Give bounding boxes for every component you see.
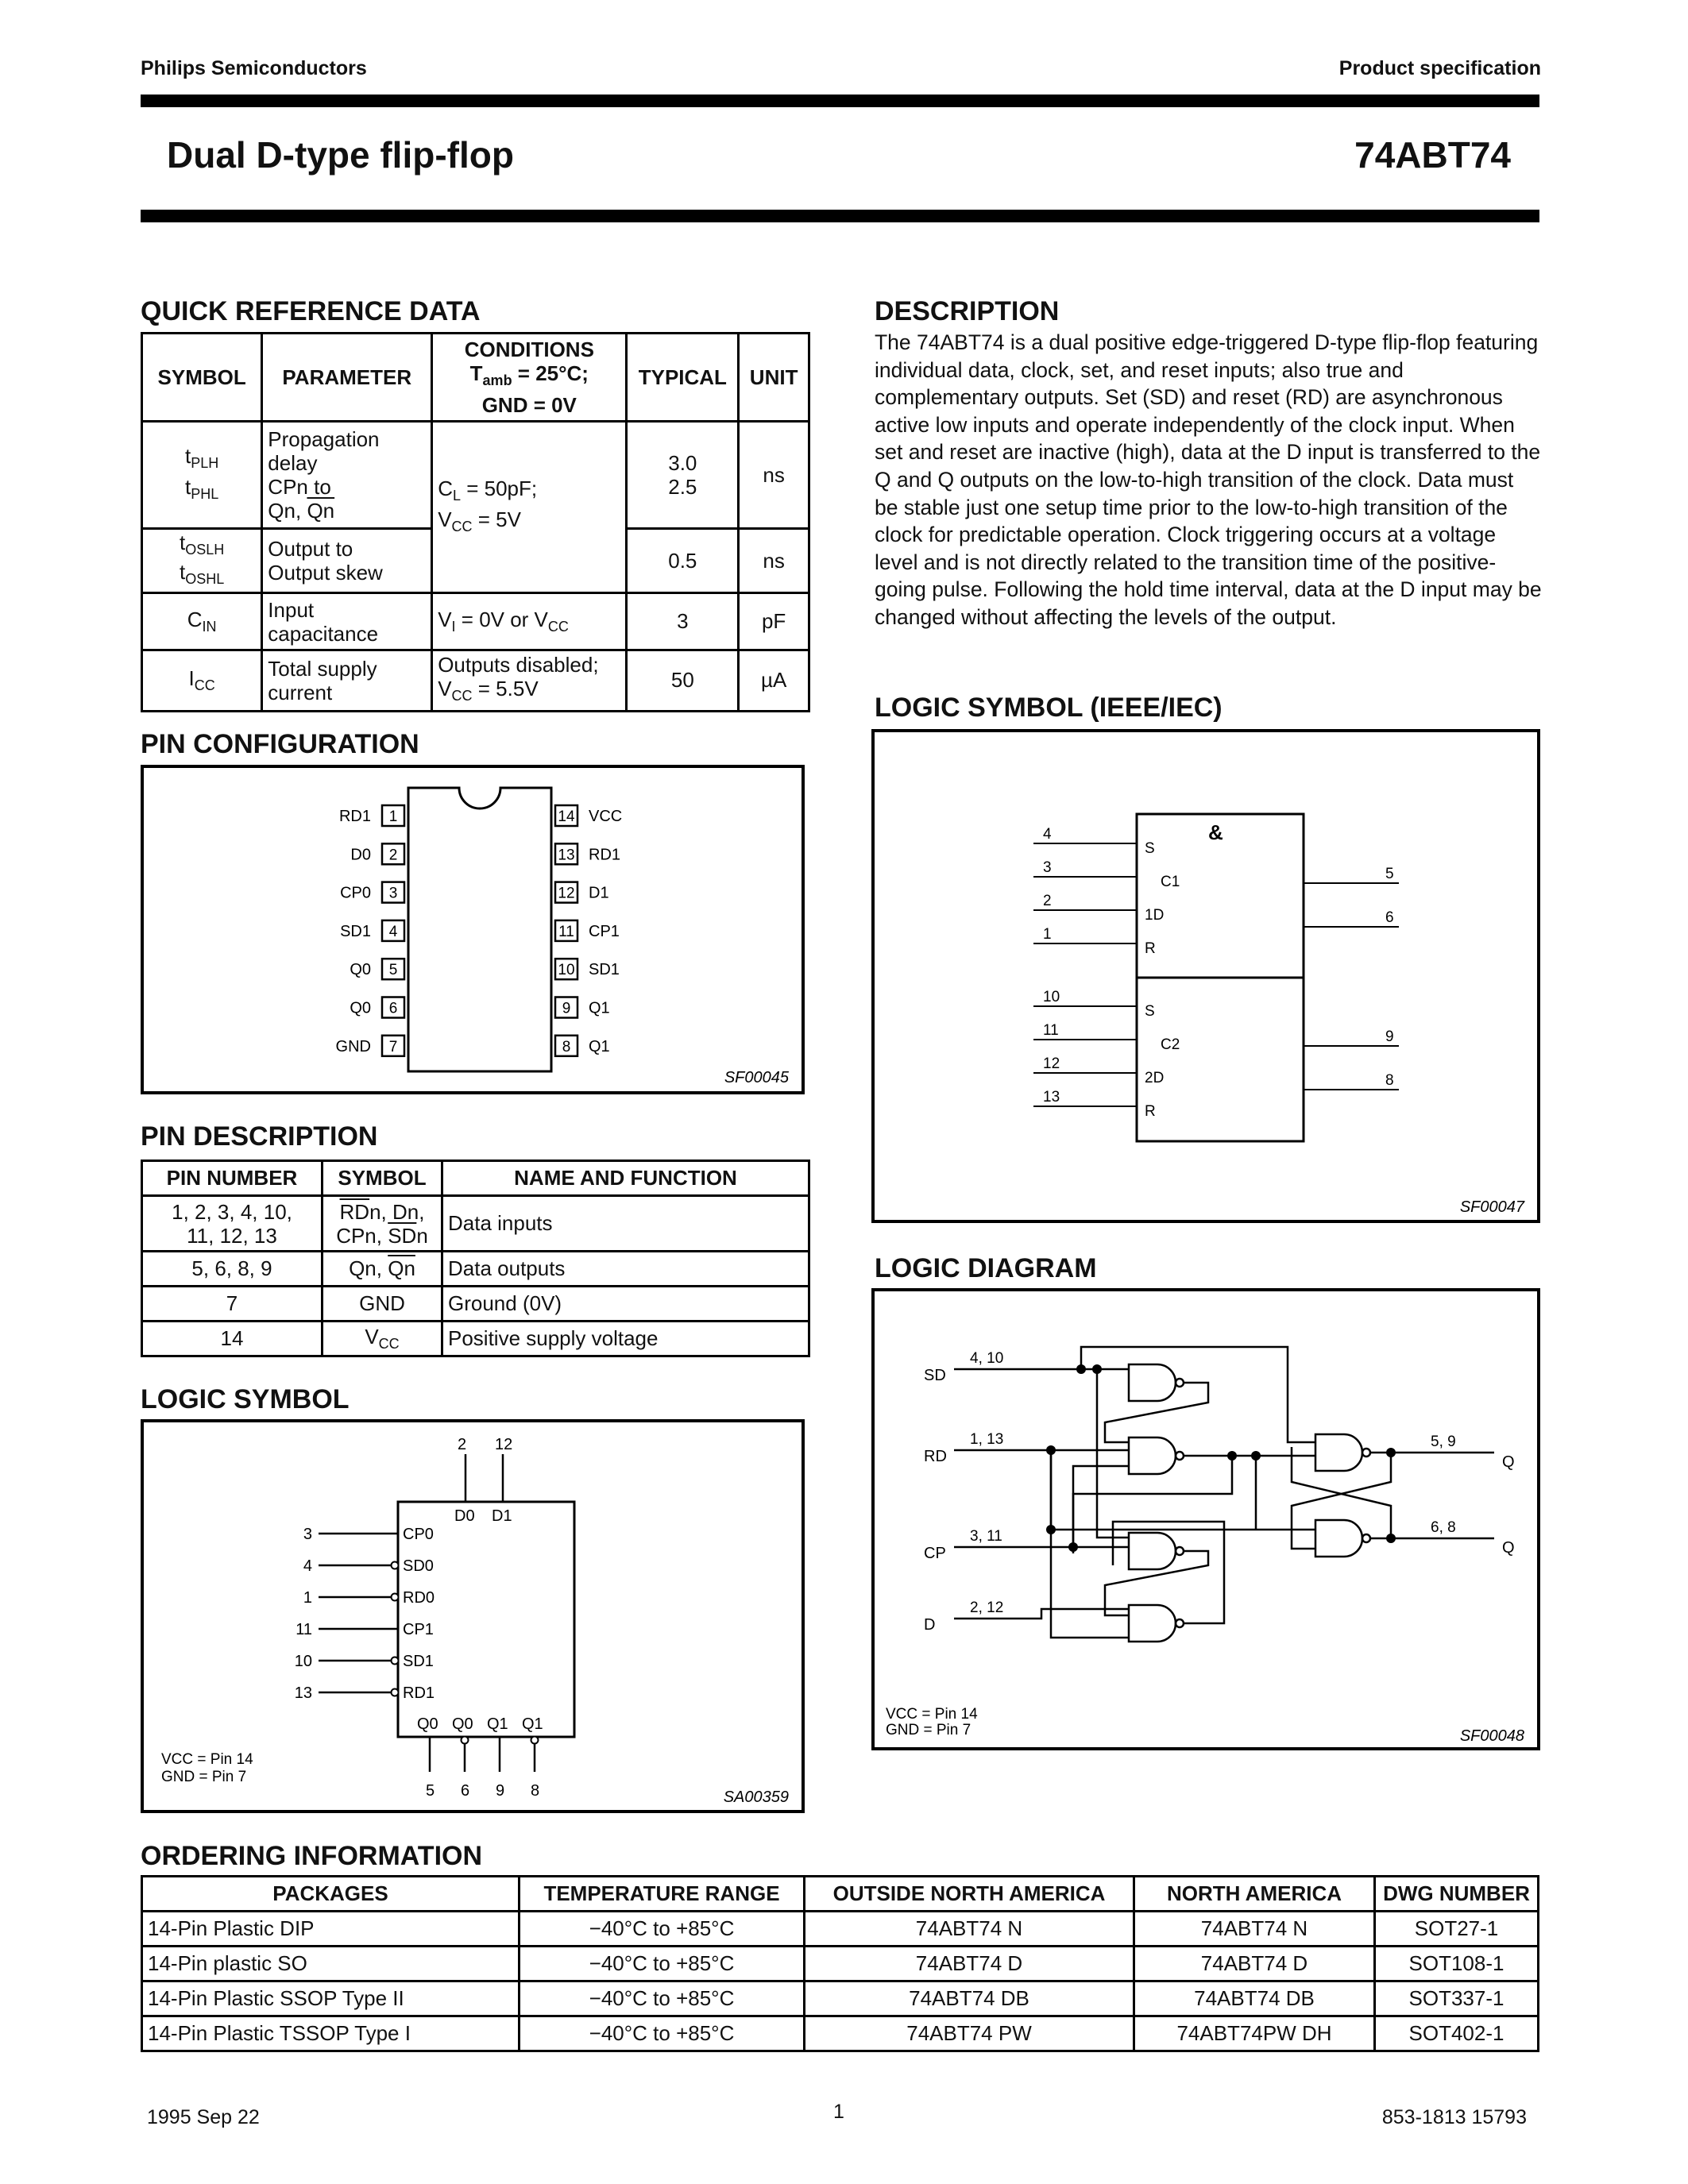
table-cell: 14-Pin Plastic DIP (142, 1912, 520, 1947)
pin-number: 10 (294, 1653, 312, 1670)
col-symbol: SYMBOL (142, 334, 262, 422)
col-typical: TYPICAL (627, 334, 739, 422)
pin-label: RD0 (403, 1589, 435, 1607)
table-cell: −40°C to +85°C (520, 2016, 805, 2051)
pin-number: 12 (495, 1436, 513, 1453)
column-header: DWG NUMBER (1375, 1877, 1539, 1912)
table-cell: 74ABT74 PW (805, 2016, 1134, 2051)
table-cell: 74ABT74 N (805, 1912, 1134, 1947)
pin-number: 9 (496, 1782, 505, 1800)
pin-number: 12 (558, 885, 575, 902)
ordering-table (141, 1875, 1539, 2052)
pin-number: 13 (558, 847, 575, 864)
table-cell: −40°C to +85°C (520, 1981, 805, 2016)
table-row: 14 $V_{CC}$ Positive supply voltage (142, 1322, 809, 1356)
col-parameter: PARAMETER (262, 334, 432, 422)
pin-number: 4 (1043, 826, 1052, 843)
logic-symbol-figure (141, 1419, 805, 1813)
pin-configuration-figure (141, 765, 805, 1094)
table-row (142, 2016, 1539, 2051)
pin-description-heading: PIN DESCRIPTION (141, 1121, 378, 1152)
output-label: Q (1502, 1539, 1515, 1557)
page-title: Dual D-type flip-flop (167, 134, 514, 176)
pin-number: 8 (531, 1782, 540, 1800)
table-row: 7 GND Ground (0V) (142, 1287, 809, 1322)
table-row: 1, 2, 3, 4, 10, 11, 12, 13 $\overline{RD}n$, Dn, CPn, $\overline{SD}n$ Data inputs (142, 1196, 809, 1252)
description-text: The 74ABT74 is a dual positive edge-triggered D-type flip-flop featuring individual data, clock, set, and reset inputs; also true and complementary outputs. Set (SD) and reset (RD) are asynchronous active low inputs and operate independently of the clock input. When set and reset are inactive (high), data at the D input is transferred to the Q and Q outputs on the low-to-high transition of the clock. Data must be stable just one setup time prior to the low-to-high transition of the clock for predictable operation. Clock triggering occurs at a voltage level and is not directly related to the transition time of the positive-going pulse. Following the hold time interval, data at the D input may be changed without affecting the levels of the output. (875, 330, 1542, 629)
logic-symbol-ieee-heading: LOGIC SYMBOL (IEEE/IEC) (875, 693, 1223, 723)
table-row: $C_{IN}$ Input capacitance $V_I = 0V$ or $V_{CC}$ 3 pF (142, 593, 809, 650)
pin-label: D0 (350, 846, 371, 864)
description-heading: DESCRIPTION (875, 296, 1060, 326)
pin-label: Q1 (589, 1037, 610, 1055)
pin-label: SD0 (403, 1557, 434, 1575)
svg-text:GND = Pin 7: GND = Pin 7 (161, 1769, 247, 1785)
table-cell: 74ABT74 D (805, 1947, 1134, 1981)
pin-label: RD1 (403, 1684, 435, 1702)
pin-number: 3 (388, 885, 398, 902)
pin-number: 6 (388, 1000, 398, 1017)
pin-number: 9 (1385, 1028, 1394, 1045)
header-rule-top (141, 95, 1539, 107)
pin-number: 4 (388, 923, 398, 940)
input-label: CP (924, 1545, 946, 1562)
pin-label: SD1 (589, 961, 620, 979)
table-row: $t_{OSLH}$ $t_{OSHL}$ Output to Output skew 0.5 ns (142, 529, 809, 593)
pin-label: D1 (589, 884, 609, 902)
column-header: PACKAGES (142, 1877, 520, 1912)
table-cell: 14-Pin plastic SO (142, 1947, 520, 1981)
pin-number: 11 (295, 1621, 312, 1638)
input-label: D (924, 1616, 936, 1634)
table-row: 5, 6, 8, 9 Qn, $\overline{Qn}$ Data outputs (142, 1252, 809, 1287)
svg-text:GND = Pin 7: GND = Pin 7 (886, 1722, 971, 1738)
table-cell: 14-Pin Plastic SSOP Type II (142, 1981, 520, 2016)
table-row (142, 1981, 1539, 2016)
output-label: Q (1502, 1453, 1515, 1471)
table-cell: −40°C to +85°C (520, 1912, 805, 1947)
pin-label: 1D (1145, 907, 1165, 924)
column-header: OUTSIDE NORTH AMERICA (805, 1877, 1134, 1912)
pin-label: R (1145, 1103, 1156, 1120)
pin-number: 2 (1043, 893, 1052, 909)
quick-reference-table (141, 332, 810, 712)
pin-label: D0 (454, 1507, 475, 1525)
table-cell: SOT337-1 (1375, 1981, 1539, 2016)
figure-ref: SF00045 (724, 1069, 789, 1086)
pin-number: 11 (1043, 1022, 1059, 1039)
pin-configuration-heading: PIN CONFIGURATION (141, 729, 419, 759)
pin-label: Q1 (589, 999, 610, 1017)
column-header: TEMPERATURE RANGE (520, 1877, 805, 1912)
pin-number: 2 (458, 1436, 467, 1453)
table-row: $I_{CC}$ Total supply current Outputs disabled; $V_{CC} = 5.5V$ 50 µA (142, 650, 809, 711)
table-cell: SOT108-1 (1375, 1947, 1539, 1981)
pin-number: 4 (303, 1557, 312, 1575)
table-cell: 74ABT74 DB (805, 1981, 1134, 2016)
pin-label: Q0 (350, 999, 371, 1017)
pin-number: 11 (558, 923, 574, 940)
pin-number: 1 (303, 1589, 312, 1607)
pin-number: 8 (1385, 1072, 1394, 1089)
pin-label: D1 (492, 1507, 512, 1525)
footer-date: 1995 Sep 22 (147, 2106, 260, 2128)
input-label: SD (924, 1367, 946, 1384)
pin-label: CP0 (403, 1526, 434, 1543)
header-rule-bottom (141, 210, 1539, 222)
column-header: NORTH AMERICA (1134, 1877, 1375, 1912)
pin-label: CP1 (589, 922, 620, 940)
quick-reference-heading: QUICK REFERENCE DATA (141, 296, 481, 326)
pin-number: 13 (1043, 1089, 1060, 1106)
footer-code: 853-1813 15793 (1381, 2106, 1527, 2128)
ordering-heading: ORDERING INFORMATION (141, 1841, 483, 1871)
pin-number: 5 (1385, 866, 1394, 882)
part-number: 74ABT74 (1354, 134, 1511, 176)
pin-number: 3 (1043, 859, 1052, 876)
col-conditions: CONDITIONS $T_{amb} = 25^\circ C$; GND = 0V (432, 334, 627, 422)
pin-label: RD1 (589, 846, 621, 864)
table-cell: 74ABT74 D (1134, 1947, 1375, 1981)
svg-text:SA00359: SA00359 (723, 1788, 789, 1806)
table-cell: 74ABT74 DB (1134, 1981, 1375, 2016)
pin-number: 14 (558, 808, 575, 825)
pin-number: 3 (303, 1526, 312, 1543)
pin-label: SD1 (403, 1653, 434, 1670)
pin-label: C1 (1161, 874, 1180, 890)
pin-label: RD1 (338, 808, 371, 825)
pin-label: 2D (1145, 1070, 1165, 1086)
svg-text:VCC = Pin 14: VCC = Pin 14 (161, 1751, 253, 1768)
pin-number: 2, 12 (970, 1599, 1004, 1616)
logic-diagram-heading: LOGIC DIAGRAM (875, 1253, 1097, 1283)
pin-number: 1 (1043, 926, 1052, 943)
pin-label: C2 (1161, 1036, 1180, 1053)
table-cell: SOT402-1 (1375, 2016, 1539, 2051)
table-row: $t_{PLH}$ $t_{PHL}$ Propagation delay CPn to Qn, $\overline{Qn}$ $C_L = 50pF$; $V_{CC} = 5V$ 3.0 2.5 ns (142, 422, 809, 529)
table-cell: 74ABT74 N (1134, 1912, 1375, 1947)
pin-label: Q1 (487, 1715, 508, 1733)
svg-text:SF00048: SF00048 (1459, 1727, 1524, 1745)
pin-number: 6 (461, 1782, 470, 1800)
pin-number: 5 (388, 962, 398, 979)
pin-description-table: PIN NUMBER SYMBOL NAME AND FUNCTION 1, 2, 3, 4, 10, 11, 12, 13 $\overline{RD}n$, Dn, CPn, $\overline{SD}n$ Data inputs 5, 6, 8, 9 Qn, $\overline{Qn}$ Data outputs 7 GND Ground (0V) 14 $V_{CC}$ Positive supply voltage (141, 1160, 810, 1357)
pin-label: R (1145, 940, 1156, 957)
table-cell: SOT27-1 (1375, 1912, 1539, 1947)
svg-text:SF00047: SF00047 (1459, 1198, 1524, 1216)
pin-label: CP0 (340, 884, 371, 902)
footer-page: 1 (833, 2101, 844, 2123)
pin-number: 4, 10 (970, 1350, 1004, 1367)
pin-number: 7 (388, 1038, 398, 1055)
pin-number: 12 (1043, 1055, 1060, 1072)
input-label: RD (924, 1448, 947, 1465)
pin-label: SD1 (340, 922, 371, 940)
pin-number: 8 (562, 1038, 571, 1055)
pin-number: 5, 9 (1431, 1433, 1456, 1450)
col-unit: UNIT (739, 334, 809, 422)
table-cell: 74ABT74PW DH (1134, 2016, 1375, 2051)
pin-label: Q0 (452, 1715, 473, 1733)
logic-symbol-ieee-figure (871, 729, 1540, 1223)
pin-number: 6 (1385, 909, 1394, 926)
pin-number: 9 (562, 1000, 571, 1017)
pin-number: 3, 11 (970, 1528, 1002, 1545)
pin-number: 6, 8 (1431, 1519, 1456, 1536)
pin-number: 2 (388, 847, 398, 864)
table-row (142, 1912, 1539, 1947)
table-cell: −40°C to +85°C (520, 1947, 805, 1981)
pin-label: CP1 (403, 1621, 434, 1638)
pin-number: 10 (1043, 989, 1060, 1005)
table-row (142, 1947, 1539, 1981)
company-name: Philips Semiconductors (141, 57, 367, 79)
svg-text:VCC = Pin 14: VCC = Pin 14 (886, 1706, 978, 1723)
document-type: Product specification (1338, 57, 1541, 79)
pin-label: Q1 (522, 1715, 543, 1733)
pin-label: Q0 (417, 1715, 438, 1733)
pin-number: 5 (426, 1782, 435, 1800)
logic-symbol-heading: LOGIC SYMBOL (141, 1384, 350, 1414)
pin-label: S (1145, 1003, 1155, 1020)
svg-text:&: & (1208, 820, 1223, 844)
pin-label: VCC (589, 808, 623, 825)
logic-diagram-figure (871, 1288, 1540, 1750)
pin-number: 13 (294, 1684, 312, 1702)
pin-number: 10 (558, 962, 575, 979)
pin-label: S (1145, 840, 1155, 857)
table-cell: 14-Pin Plastic TSSOP Type I (142, 2016, 520, 2051)
pin-label: GND (335, 1037, 371, 1055)
pin-number: 1, 13 (970, 1431, 1004, 1448)
pin-number: 1 (388, 808, 398, 825)
pin-label: Q0 (350, 961, 371, 979)
